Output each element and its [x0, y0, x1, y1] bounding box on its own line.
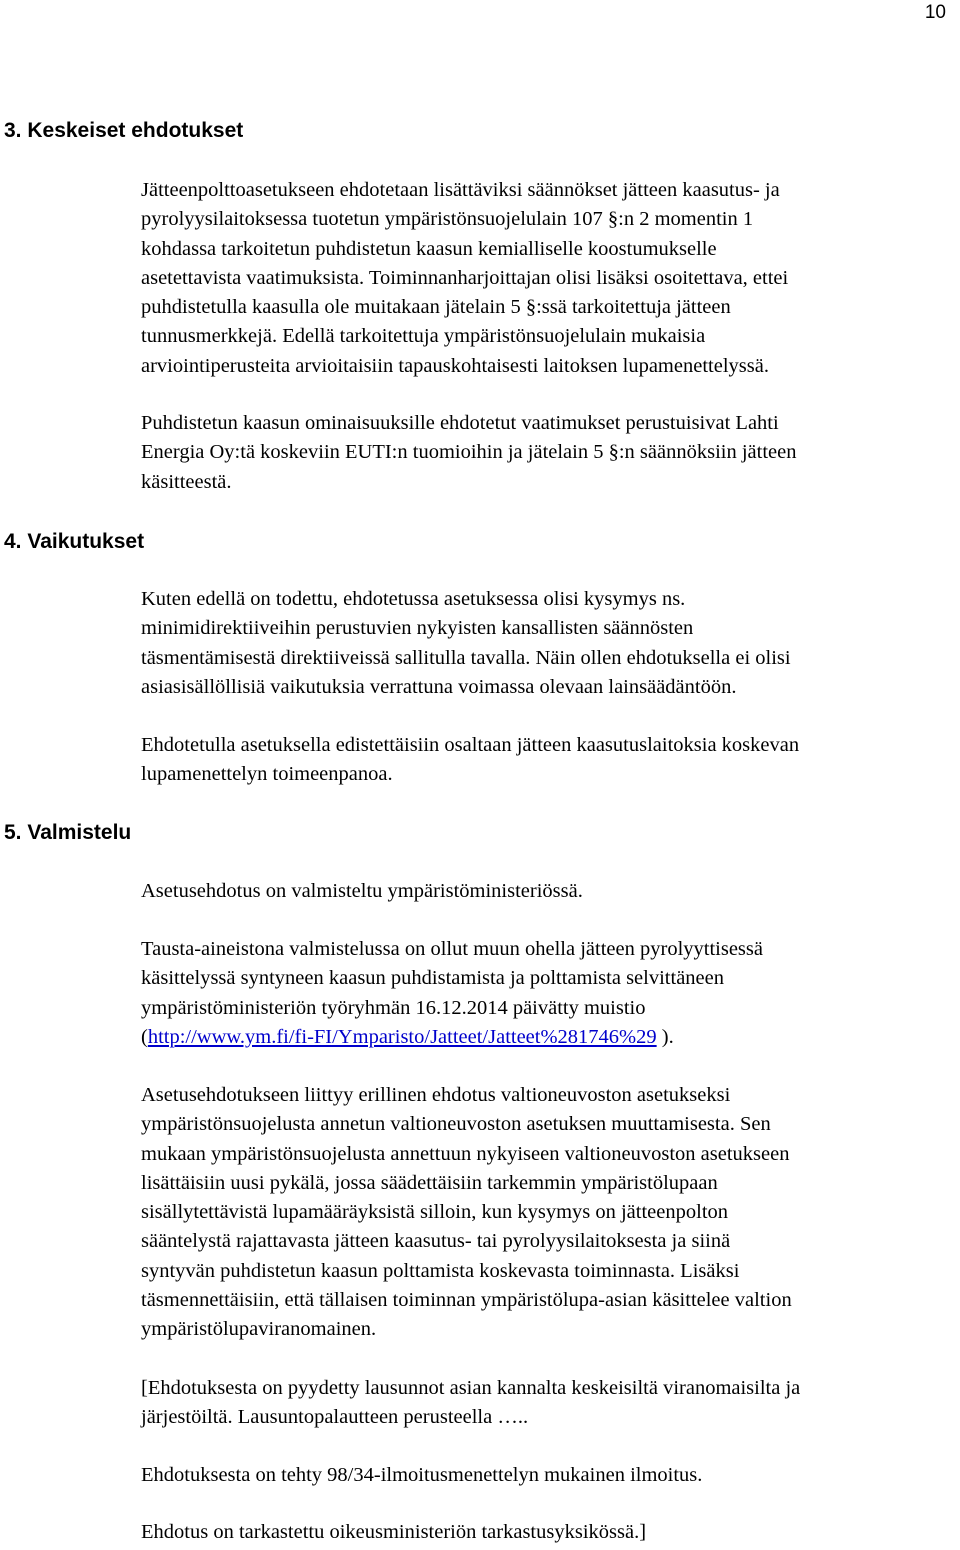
text-line: Energia Oy:tä koskeviin EUTI:n tuomioihin ja jätelain 5 §:n säännöksiin jätteen: [141, 441, 797, 464]
text-line: Ehdotetulla asetuksella edistettäisiin osaltaan jätteen kaasutuslaitoksia koskevan: [141, 734, 800, 756]
text-line: käsitteestä.: [141, 470, 232, 493]
paragraph-6: [141, 935, 959, 1052]
text-line: täsmennettäisiin, että tällaisen toiminnan ympäristölupa-asian käsittelee valtion: [141, 1289, 792, 1312]
text-line: syntyvän puhdistetun kaasun polttamista koskevasta toiminnasta. Lisäksi: [141, 1259, 740, 1282]
ym-fi-link[interactable]: http://www.ym.fi/fi-FI/Ymparisto/Jatteet/Jatteet%281746%29: [147, 1025, 657, 1048]
text-line: Tausta-aineistona valmistelussa on ollut muun ohella jätteen pyrolyyttisessä: [141, 938, 763, 960]
text-line: ympäristöministeriön työryhmän 16.12.2014 päivätty muistio: [141, 996, 646, 1019]
paren-close: ).: [656, 1025, 674, 1048]
paragraph-2: [141, 409, 959, 497]
paragraph-5: [141, 877, 959, 906]
text-line: Kuten edellä on todettu, ehdotetussa asetuksessa olisi kysymys ns.: [141, 588, 686, 610]
text-line: pyrolyysilaitoksessa tuotetun ympäristönsuojelulain 107 §:n 2 momentin 1: [141, 208, 754, 231]
text-line: Ehdotuksesta on tehty 98/34-ilmoitusmenettelyn mukainen ilmoitus.: [141, 1464, 703, 1486]
page-number: 10: [924, 2, 946, 23]
text-line: Jätteenpolttoasetukseen ehdotetaan lisättäviksi säännökset jätteen kaasutus- ja: [141, 179, 780, 201]
text-line: asetettavista vaatimuksista. Toiminnanharjoittajan olisi lisäksi osoitettava, ettei: [141, 266, 789, 289]
paragraph-7: [141, 1081, 959, 1345]
text-line: Puhdistetun kaasun ominaisuuksille ehdotetut vaatimukset perustuisivat Lahti: [141, 412, 779, 434]
text-line: tunnusmerkkejä. Edellä tarkoitettuja ympäristönsuojelulain mukaisia: [141, 325, 706, 348]
paragraph-4: [141, 731, 959, 790]
paragraph-8: [141, 1374, 959, 1433]
text-line: minimidirektiiveihin perustuvien nykyisten kansallisten säännösten: [141, 617, 694, 640]
text-line: arviointiperusteita arvioitaisiin tapauskohtaisesti laitoksen lupamenettelyssä.: [141, 354, 769, 377]
text-line: täsmentämisestä direktiiveissä sallitulla tavalla. Näin ollen ehdotuksella ei olisi: [141, 646, 791, 669]
text-line: asiasisällöllisiä vaikutuksia verrattuna voimassa olevaan lainsäädäntöön.: [141, 675, 737, 698]
text-line: [Ehdotuksesta on pyydetty lausunnot asian kannalta keskeisiltä viranomaisilta ja: [141, 1377, 801, 1399]
text-line: sisällytettävistä lupamääräyksistä silloin, kun kysymys on jätteenpolton: [141, 1201, 729, 1224]
text-line: käsittelyssä syntyneen kaasun puhdistamista ja polttamista selvittäneen: [141, 967, 724, 990]
paragraph-9: [141, 1461, 959, 1490]
text-line: ympäristönsuojelusta annetun valtioneuvoston asetuksen muuttamisesta. Sen: [141, 1113, 771, 1136]
text-line: Ehdotus on tarkastettu oikeusministeriön tarkastusyksikössä.]: [141, 1521, 647, 1543]
text-line: kohdassa tarkoitetun puhdistetun kaasun kemialliselle koostumukselle: [141, 237, 717, 260]
text-line: puhdistetulla kaasulla ole muitakaan jätelain 5 §:ssä tarkoitettuja jätteen: [141, 296, 731, 319]
text-line: sääntelystä rajattavasta jätteen kaasutus- tai pyrolyysilaitoksesta ja siinä: [141, 1230, 731, 1253]
text-line: lupamenettelyn toimeenpanoa.: [141, 763, 393, 786]
paragraph-1: [141, 176, 959, 381]
heading-valmistelu: 5. Valmistelu: [4, 821, 132, 844]
text-line: ympäristölupaviranomainen.: [141, 1318, 377, 1341]
text-line: Asetusehdotukseen liittyy erillinen ehdotus valtioneuvoston asetukseksi: [141, 1084, 731, 1106]
text-line: Asetusehdotus on valmisteltu ympäristöministeriössä.: [141, 880, 583, 902]
paragraph-10: [141, 1518, 959, 1547]
paragraph-3: [141, 585, 959, 702]
paren-open: (: [141, 1025, 148, 1048]
link-line: [141, 1023, 959, 1052]
heading-keskeiset-ehdotukset: 3. Keskeiset ehdotukset: [4, 119, 244, 142]
text-line: järjestöiltä. Lausuntopalautteen perusteella …..: [141, 1406, 529, 1429]
heading-vaikutukset: 4. Vaikutukset: [4, 530, 145, 553]
text-line: mukaan ympäristönsuojelusta annettuun nykyiseen valtioneuvoston asetukseen: [141, 1142, 790, 1165]
text-line: lisättäisiin uusi pykälä, jossa säädettäisiin tarkemmin ympäristölupaan: [141, 1171, 718, 1194]
